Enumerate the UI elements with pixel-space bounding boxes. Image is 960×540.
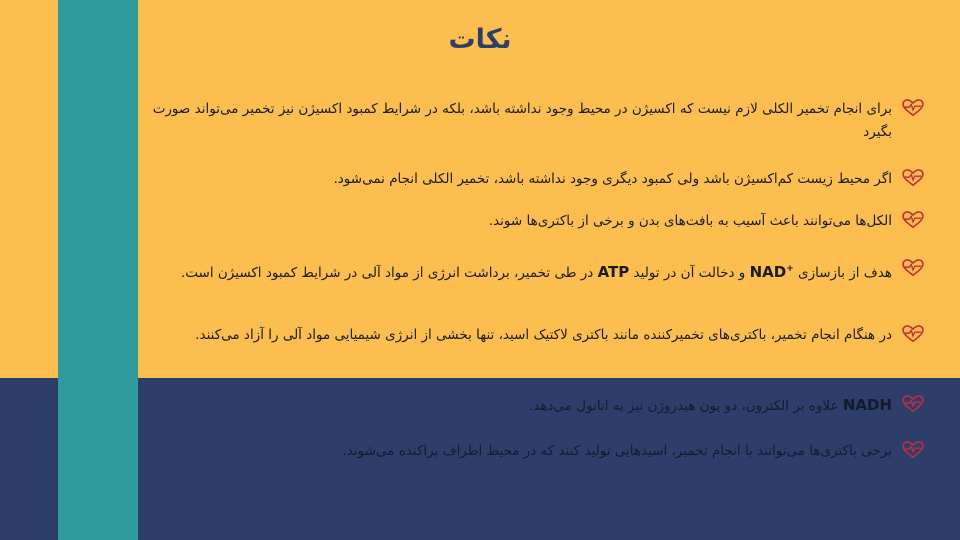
bullet-item — [150, 168, 924, 191]
heart-pulse-icon — [902, 395, 924, 413]
decorative-teal-bar — [58, 0, 138, 540]
bullet-item — [150, 324, 924, 347]
bullet-item — [150, 394, 924, 418]
nadh-label: NADH — [842, 396, 892, 414]
bullet-item — [150, 210, 924, 233]
heart-pulse-icon — [902, 99, 924, 117]
bullet-text: برخی باکتری‌ها می‌توانند با انجام تخمیر، اسیدهایی تولید کنند که در محیط اطراف پراکنده می‌شوند. — [342, 443, 892, 459]
atp-label: ATP — [597, 263, 630, 281]
bullet-text-part: هدف از بازسازی — [798, 265, 892, 281]
bullet-item — [150, 440, 924, 463]
nad-superscript: + — [786, 264, 794, 274]
slide-title: نکات — [448, 24, 512, 55]
bullet-item — [150, 98, 924, 144]
bullet-item — [150, 258, 924, 285]
nad-label — [750, 263, 794, 281]
bullet-text-part: علاوه بر الکترون، دو یون هیدروژن نیز به اتانول می‌دهد. — [529, 398, 839, 414]
bullet-text: برای انجام تخمیر الکلی لازم نیست که اکسیژن در محیط وجود نداشته باشد، بلکه در شرایط کمبود اکسیژن نیز تخمیر می‌تواند صورت بگیرد — [152, 101, 892, 140]
heart-pulse-icon — [902, 211, 924, 229]
heart-pulse-icon — [902, 169, 924, 187]
bullet-text-part: و دخالت آن در تولید — [633, 265, 746, 281]
bullet-text — [150, 258, 892, 285]
heart-pulse-icon — [902, 325, 924, 343]
bullet-text: در هنگام انجام تخمیر، باکتری‌های تخمیرکننده مانند باکتری لاکتیک اسید، تنها بخشی از انرژی شیمیایی مواد آلی را آزاد می‌کنند. — [195, 327, 892, 343]
heart-pulse-icon — [902, 441, 924, 459]
nad-text: NAD — [749, 263, 787, 281]
heart-pulse-icon — [902, 259, 924, 277]
bullet-text-part: در طی تخمیر، برداشت انرژی از مواد آلی در شرایط کمبود اکسیژن است. — [180, 265, 594, 281]
bullet-text — [150, 394, 892, 418]
bullet-text: اگر محیط زیست کم‌اکسیژن باشد ولی کمبود دیگری وجود نداشته باشد، تخمیر الکلی انجام نمی‌شود. — [333, 171, 892, 187]
bullet-text: الکل‌ها می‌توانند باعث آسیب به بافت‌های بدن و برخی از باکتری‌ها شوند. — [488, 213, 892, 229]
